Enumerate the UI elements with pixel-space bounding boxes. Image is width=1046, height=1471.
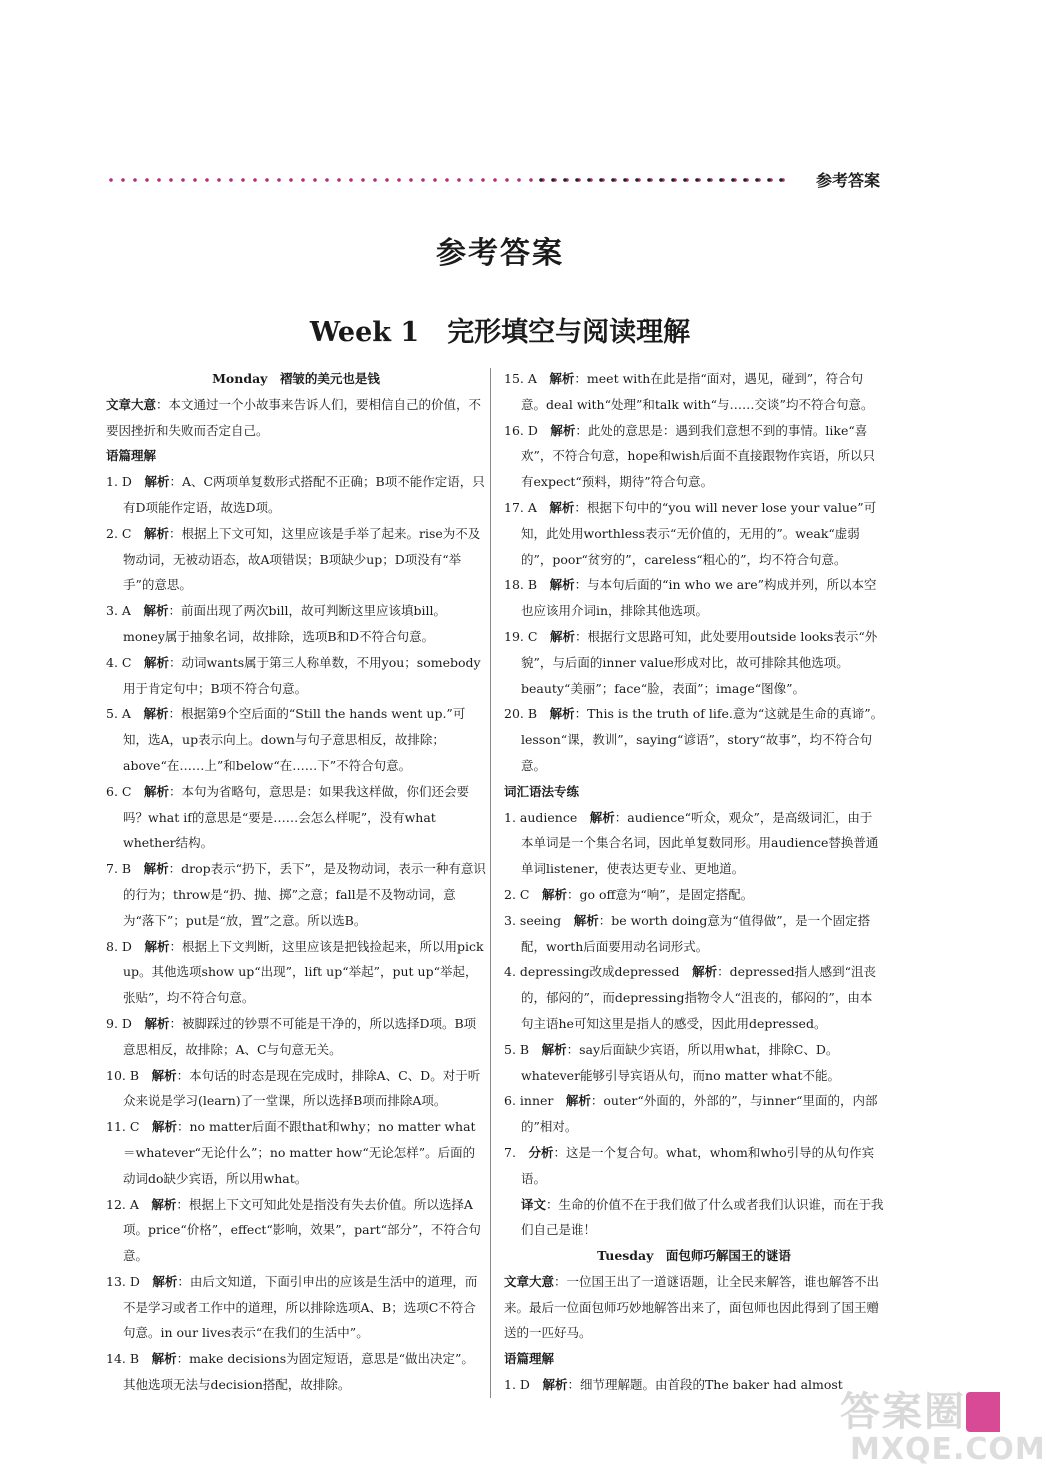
answer-label: 解析 [549, 577, 575, 593]
answer-number: 4. depressing改成depressed [504, 964, 680, 980]
answer-text: ：本句为省略句，意思是：如果我这样做，你们还会要吗？what if的意思是“要是……会怎么样呢”，没有what whether结构。 [123, 783, 470, 851]
answer-text: ：A、C两项单复数形式搭配不正确；B项不能作定语，只有D项能作定语，故选D项。 [123, 474, 485, 515]
answer-number: 10. B [106, 1067, 140, 1083]
answer-label: 解析 [550, 422, 576, 438]
answer-item [106, 1114, 486, 1191]
answer-number: 3. seeing [504, 912, 562, 928]
answer-number: 20. B [504, 706, 538, 722]
answer-text: ：本句话的时态是现在完成时，排除A、C、D。对于听众来说是学习(learn)了一堂课，所以选择B项而排除A项。 [123, 1067, 481, 1109]
answer-label: 解析 [589, 809, 615, 825]
answer-number: 5. A [106, 706, 131, 722]
answer-item [106, 779, 486, 856]
answer-item [504, 1140, 884, 1192]
answer-number: 18. B [504, 577, 538, 593]
answer-number: 15. A [504, 371, 537, 386]
answer-item [504, 959, 884, 1036]
answer-text: ：由后文知道，下面引申出的应该是生活中的道理，而不是学习或者工作中的道理，所以排除选项A、B；选项C不符合句意。in our lives表示“在我们的生活中”。 [123, 1273, 478, 1341]
answer-text: ：根据行文思路可知，此处要用outside looks表示“外貌”，与后面的inner value形成对比，故可排除其他选项。beauty“美丽”；face“脸，表面”；image“图像”。 [521, 628, 878, 696]
column-divider [490, 368, 491, 1398]
answer-label: 解析 [542, 1377, 568, 1393]
summary-text: ：一位国王出了一道谜语题，让全民来解答，谁也解答不出来。最后一位面包师巧妙地解答出来了，面包师也因此得到了国王赠送的一匹好马。 [504, 1273, 880, 1341]
answer-number: 16. D [504, 422, 538, 438]
answer-text: ：细节理解题。由首段的The baker had almost [567, 1377, 843, 1393]
answer-text: ：根据上下文可知此处是指没有失去价值。所以选择A项。price“价格”，effect“影响，效果”，part“部分”，不符合句意。 [123, 1196, 481, 1264]
answer-label: 解析 [151, 1196, 177, 1212]
answer-text: ：depressed指人感到“沮丧的，郁闷的”，而depressing指物令人“沮丧的，郁闷的”，由本句主语he可知这里是指人的感受，因此用depressed。 [521, 964, 876, 1031]
answer-label: 解析 [549, 499, 575, 515]
answer-number: 1. D [106, 474, 132, 490]
answer-number: 7. B [106, 861, 132, 877]
answer-label: 解析 [143, 603, 169, 619]
answer-text: ：drop表示“扔下，丢下”，是及物动词，表示一种有意识的行为；throw是“扔、抛、掷”之意；fall是不及物动词，意为“落下”；put是“放，置”之意。所以选B。 [123, 861, 486, 928]
answer-label: 解析 [152, 1273, 178, 1289]
answer-item [504, 1088, 884, 1140]
answer-number: 6. C [106, 783, 132, 799]
answer-list-left [106, 469, 486, 1398]
answer-label: 解析 [565, 1093, 591, 1109]
answer-text: ：被脚踩过的钞票不可能是干净的，所以选择D项。B项意思相反，故排除；A、C与句意无关。 [123, 1015, 477, 1057]
subhead-reading: 语篇理解 [106, 448, 157, 464]
answer-list-right-a [504, 366, 884, 779]
answer-item [106, 1011, 486, 1063]
answer-number: 5. B [504, 1041, 530, 1057]
answer-item [106, 469, 486, 521]
answer-number: 17. A [504, 499, 537, 515]
answer-text: ：This is the truth of life.意为“这就是生命的真谛”。lesson“课，教训”，saying“谚语”，story“故事”，均不符合句意。 [521, 706, 884, 773]
answer-item [106, 1346, 486, 1398]
answer-list-right-b [504, 805, 884, 1192]
answer-item [106, 1269, 486, 1346]
header-bar [105, 168, 880, 190]
answer-text: ：say后面缺少宾语，所以用what，排除C、D。whatever能够引导宾语从句，而no matter what不能。 [521, 1041, 841, 1083]
answer-item [106, 701, 486, 778]
answer-label: 解析 [143, 706, 169, 722]
answer-number: 7. [504, 1144, 516, 1160]
answer-number: 12. A [106, 1196, 139, 1212]
subhead-vocab: 词汇语法专练 [504, 783, 580, 799]
watermark-badge [966, 1392, 1000, 1432]
watermark [830, 1380, 1046, 1471]
answer-text: ：与本句后面的“in who we are”构成并列，所以本空也应该用介词in，排除其他选项。 [521, 577, 877, 619]
summary-label: 文章大意 [504, 1273, 555, 1289]
answer-item [106, 650, 486, 702]
answer-text: ：no matter后面不跟that和why；no matter what＝whatever“无论什么”；no matter how“无论怎样”。后面的动词do缺少宾语，所以用what。 [123, 1119, 476, 1186]
answer-item [504, 495, 884, 572]
answer-label: 解析 [541, 1041, 567, 1057]
answer-text: ：be worth doing意为“值得做”，是一个固定搭配，worth后面要用动名词形式。 [521, 912, 871, 954]
answer-number: 9. D [106, 1015, 132, 1031]
left-column [106, 366, 486, 1398]
answer-item [504, 701, 884, 778]
answer-label: 解析 [144, 938, 170, 954]
answer-text: ：根据第9个空后面的“Still the hands went up.”可知，选A，up表示向上。down与句子意思相反，故排除；above“在……上”和below“在……下”不符合句意。 [123, 706, 466, 773]
answer-number: 6. inner [504, 1093, 554, 1109]
answer-item [504, 1372, 884, 1398]
translation-text: ：生命的价值不在于我们做了什么或者我们认识谁，而在于我们自己是谁！ [521, 1196, 884, 1238]
answer-item [504, 624, 884, 701]
right-column [504, 366, 884, 1398]
answer-number: 3. A [106, 603, 131, 619]
translation-label: 译文 [521, 1196, 547, 1212]
answer-item [504, 1037, 884, 1089]
answer-text: ：根据上下文判断，这里应该是把钱捡起来，所以用pick up。其他选项show up“出现”，lift up“举起”，put up“举起，张贴”，均不符合句意。 [123, 938, 484, 1006]
page-title: 参考答案 [436, 236, 564, 271]
answer-label: 解析 [144, 474, 170, 490]
header-dots-dark [535, 177, 785, 183]
answer-item [504, 418, 884, 495]
summary-text: ：本文通过一个小故事来告诉人们，要相信自己的价值，不要因挫折和失败而否定自己。 [106, 396, 482, 438]
summary-label: 文章大意 [106, 396, 157, 412]
answer-item [504, 882, 884, 908]
section-title-tuesday: Tuesday 面包师巧解国王的谜语 [597, 1248, 791, 1264]
answer-number: 13. D [106, 1273, 140, 1289]
answer-item [504, 572, 884, 624]
article-summary [106, 392, 486, 444]
answer-label: 解析 [151, 1067, 177, 1083]
answer-label: 分析 [528, 1144, 554, 1160]
answer-number: 11. C [106, 1119, 140, 1135]
answer-number: 14. B [106, 1351, 140, 1367]
section-title-monday: Monday 褶皱的美元也是钱 [212, 371, 380, 386]
translation [504, 1192, 884, 1244]
subhead-reading-tuesday: 语篇理解 [504, 1351, 555, 1367]
answer-number: 4. C [106, 654, 132, 670]
watermark-top: 答案圈 [840, 1389, 966, 1435]
answer-item [504, 805, 884, 882]
answer-text: ：动词wants属于第三人称单数，不用you；somebody用于肯定句中；B项不符合句意。 [123, 654, 481, 696]
answer-label: 解析 [151, 1119, 177, 1135]
answer-label: 解析 [143, 783, 169, 799]
answer-number: 19. C [504, 628, 538, 644]
answer-label: 解析 [144, 1015, 170, 1031]
watermark-bottom: MXQE.COM [850, 1432, 1046, 1467]
week-number: Week 1 [309, 317, 420, 348]
answer-label: 解析 [573, 912, 599, 928]
answer-item [106, 856, 486, 933]
answer-label: 解析 [692, 964, 718, 980]
answer-number: 2. C [504, 886, 530, 902]
answer-number: 1. audience [504, 809, 578, 825]
article-summary-tuesday [504, 1269, 884, 1346]
answer-label: 解析 [541, 886, 567, 902]
answer-label: 解析 [549, 628, 575, 644]
week-title [0, 310, 1000, 349]
answer-text: ：make decisions为固定短语，意思是“做出决定”。其他选项无法与decision搭配，故排除。 [123, 1351, 474, 1393]
answer-text: ：这是一个复合句。what，whom和who引导的从句作宾语。 [521, 1144, 875, 1186]
answer-text: ：根据上下文可知，这里应该是手举了起来。rise为不及物动词，无被动语态，故A项错误；B项缺少up；D项没有“举手”的意思。 [123, 525, 481, 593]
answer-item [504, 908, 884, 960]
answer-item [106, 1192, 486, 1269]
answer-label: 解析 [143, 525, 169, 541]
answer-label: 解析 [143, 861, 169, 877]
answer-text: ：根据下句中的“you will never lose your value”可知，此处用worthless表示“无价值的，无用的”。weak“虚弱的”，poor“贫穷的”，careless“粗心的”，均不符合句意。 [521, 499, 877, 567]
answer-item [504, 366, 884, 418]
answer-text: ：此处的意思是：遇到我们意想不到的事情。like“喜欢”，不符合句意，hope和wish后面不直接跟物作宾语，所以只有expect“预料，期待”符合句意。 [521, 422, 876, 490]
answer-label: 解析 [549, 371, 575, 386]
answer-text: ：前面出现了两次bill，故可判断这里应该填bill。money属于抽象名词，故排除，选项B和D不符合句意。 [123, 603, 446, 644]
answer-label: 解析 [143, 654, 169, 670]
answer-number: 8. D [106, 938, 132, 954]
answer-text: ：outer“外面的，外部的”，与inner“里面的，内部的”相对。 [521, 1093, 878, 1135]
answer-text: ：meet with在此是指“面对，遇见，碰到”，符合句意。deal with“处理”和talk with“与……交谈”均不符合句意。 [521, 371, 874, 412]
answer-number: 1. D [504, 1377, 530, 1393]
header-label: 参考答案 [815, 171, 880, 190]
answer-item [106, 934, 486, 1011]
answer-text: ：go off意为“响”，是固定搭配。 [567, 886, 754, 902]
week-topic: 完形填空与阅读理解 [447, 317, 691, 348]
answer-label: 解析 [549, 706, 575, 722]
answer-number: 2. C [106, 525, 132, 541]
answer-item [106, 521, 486, 598]
answer-label: 解析 [151, 1351, 177, 1367]
answer-item [106, 1063, 486, 1115]
answer-text: ：audience“听众，观众”，是高级词汇，由于本单词是一个集合名词，因此单复数同形。用audience替换普通单词listener，使表达更专业、更地道。 [521, 809, 879, 877]
answer-item [106, 598, 486, 650]
